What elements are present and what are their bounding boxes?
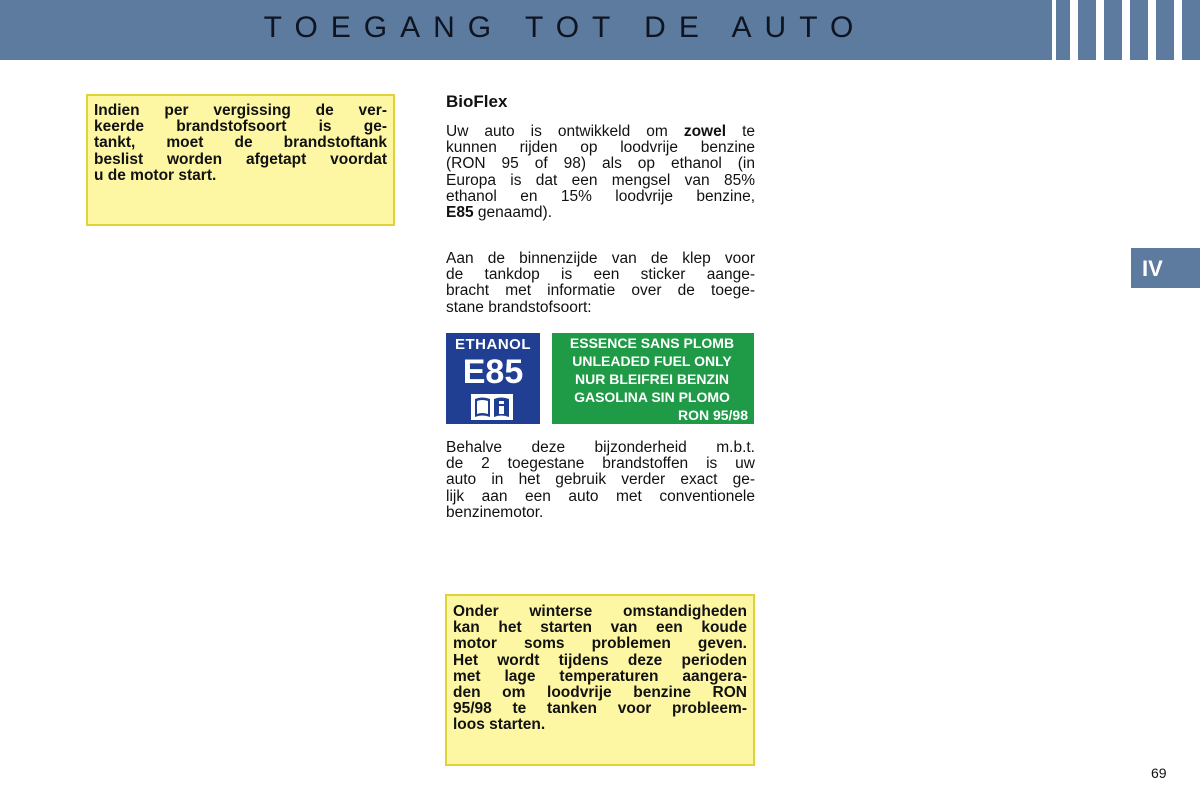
note-line: keerde brandstofsoort is ge- [94,118,387,136]
bioflex-paragraph-3 [446,440,755,521]
bold-term: zowel [683,123,727,140]
paragraph-line: bracht met informatie over de toege- [446,282,755,300]
unleaded-fuel-sticker [552,333,754,424]
paragraph-line: (RON 95 of 98) als op ethanol (in [446,155,755,173]
sticker-line: UNLEADED FUEL ONLY [572,353,732,369]
page-number: 69 [1151,765,1167,781]
winter-note [445,594,755,766]
bold-term: E85 [446,204,474,222]
chapter-tab: IV [1131,248,1200,288]
header-stripe [1070,0,1078,60]
text-run: te [726,123,755,140]
note-line: u de motor start. [94,166,217,184]
sticker-line: ESSENCE SANS PLOMB [569,335,735,351]
sticker-line: RON 95/98 [677,407,748,423]
bioflex-paragraph-1 [446,124,755,221]
note-line: Het wordt tijdens deze perioden [453,651,747,669]
text-run: Uw auto is ontwikkeld om [446,123,684,140]
note-line: kan het starten van een koude [453,619,747,637]
paragraph-line: de tankdop is een sticker aange- [446,266,755,284]
paragraph-line [446,124,755,140]
note-line: Onder winterse omstandigheden [453,603,747,620]
paragraph-line: Behalve deze bijzonderheid m.b.t. [446,439,755,456]
sticker-line: NUR BLEIFREI BENZIN [575,371,729,387]
note-line: 95/98 te tanken voor probleem- [453,700,747,718]
paragraph-line: Aan de binnenzijde van de klep voor [446,250,755,267]
bioflex-paragraph-2 [446,251,755,316]
note-line: motor soms problemen geven. [453,635,747,653]
book-info-icon [470,393,514,421]
paragraph-line [446,205,755,221]
e85-sticker-label: ETHANOL [455,336,531,353]
e85-sticker-code: E85 [462,353,524,391]
paragraph-line: Europa is dat een mengsel van 85% [446,171,755,189]
note-line: met lage temperaturen aangera- [453,667,747,685]
paragraph-line: lijk aan een auto met conventionele [446,487,755,505]
paragraph-line: de 2 toegestane brandstoffen is uw [446,455,755,473]
note-line: loos starten. [453,716,546,734]
sticker-line: GASOLINA SIN PLOMO [574,389,730,405]
paragraph-line: benzinemotor. [446,503,544,521]
header-stripe [1174,0,1182,60]
paragraph-line: auto in het gebruik verder exact ge- [446,471,755,489]
note-line: beslist worden afgetapt voordat [94,150,387,168]
page-title: TOEGANG TOT DE AUTO [263,11,867,44]
note-line: Indien per vergissing de ver- [94,102,387,119]
text-run: genaamd). [473,204,553,222]
warning-note-fuel [86,94,395,226]
header-stripe [1122,0,1130,60]
paragraph-line: ethanol en 15% loodvrije benzine, [446,187,755,205]
header-stripe [1148,0,1156,60]
e85-sticker [446,333,540,424]
section-title: BioFlex [446,92,508,111]
paragraph-line: kunnen rijden op loodvrije benzine [446,139,755,157]
header-stripe [1096,0,1104,60]
paragraph-line: stane brandstofsoort: [446,298,592,316]
note-line: den om loodvrije benzine RON [453,684,747,702]
note-line: tankt, moet de brandstoftank [94,134,387,152]
header-stripe [1052,0,1056,60]
page-header [0,0,1200,60]
